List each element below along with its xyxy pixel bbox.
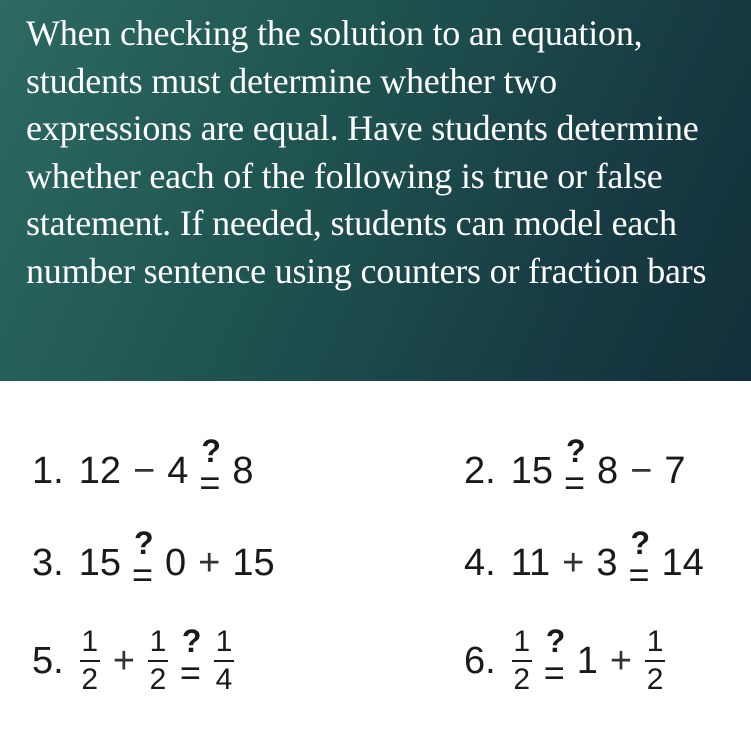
question-mark: ? [201,433,221,469]
operand: 0 [164,541,187,584]
intro-text: When checking the solution to an equation, students must determine whether two expressions are equal. Have students determine whether each of the following is true or false statement. If needed, students can model each number sentence using counters or fraction bars [26,13,707,291]
problem-4 [464,525,709,598]
fraction-bar [512,660,532,662]
operand: 15 [78,541,121,584]
problem-number: 2. [464,449,496,492]
fraction-bar [80,660,100,662]
operator: − [630,449,653,492]
operand: 14 [661,541,704,584]
denominator: 2 [513,663,531,696]
numerator: 1 [513,625,531,658]
numerator: 1 [149,625,167,658]
question-mark: ? [565,433,586,469]
numerator: 1 [646,625,664,658]
question-mark: ? [630,525,651,561]
denominator: 4 [215,663,233,696]
operand: 8 [596,449,619,492]
question-equals-symbol [543,623,566,693]
operand: 11 [510,541,551,584]
equals-sign: = [543,652,565,693]
problem-number: 4. [464,541,496,584]
question-equals-symbol [131,525,154,595]
fraction [645,626,665,696]
equals-sign: = [563,462,586,503]
fraction [148,626,168,696]
problem-number: 1. [32,449,64,492]
operand: 7 [664,449,686,492]
denominator: 2 [81,663,99,696]
operand: 8 [232,449,254,492]
problem-1 [32,433,258,506]
question-mark: ? [545,623,566,659]
fraction [512,626,532,696]
fraction [80,626,100,696]
operand: 1 [576,639,598,682]
equals-sign: = [628,554,650,595]
problem-number: 6. [464,639,496,682]
fraction-bar [645,660,665,662]
equals-sign: = [179,652,201,693]
operator: − [132,449,156,492]
question-mark: ? [133,525,154,561]
numerator: 1 [81,625,99,658]
operator: + [562,541,585,584]
problem-2 [464,433,690,506]
denominator: 2 [646,663,664,696]
problem-number: 3. [32,541,64,584]
problem-number: 5. [32,639,64,682]
equals-sign: = [199,462,221,503]
operand: 3 [596,541,618,584]
operator: + [609,639,633,682]
operand: 12 [78,449,121,492]
question-mark: ? [181,623,202,659]
problem-6 [464,616,671,706]
operand: 15 [510,449,553,492]
equals-sign: = [131,554,154,595]
problem-3 [32,525,280,598]
numerator: 1 [215,625,233,658]
operand: 4 [167,449,189,492]
operator: + [112,639,135,682]
question-equals-symbol [179,623,202,693]
question-equals-symbol [199,433,221,503]
denominator: 2 [149,663,167,696]
question-equals-symbol [563,433,586,503]
fraction [214,626,234,696]
operand: 15 [232,541,275,584]
fraction-bar [214,660,234,662]
fraction-bar [148,660,168,662]
problem-5 [32,616,240,706]
operator: + [198,541,221,584]
question-equals-symbol [628,525,651,595]
